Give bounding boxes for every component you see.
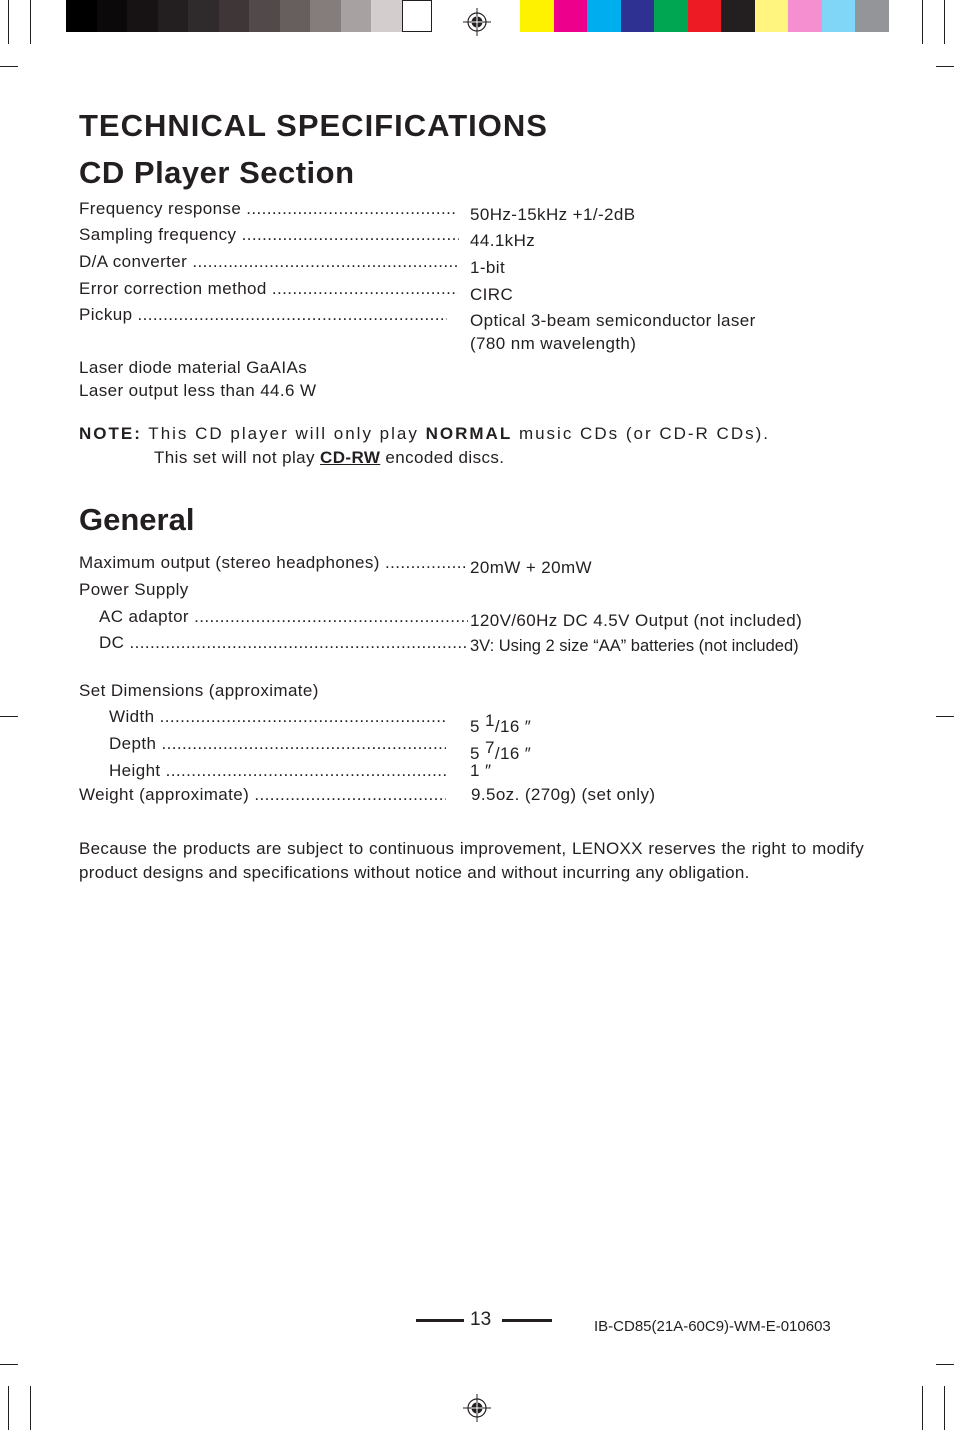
spec-row xyxy=(79,252,457,272)
cd-section-heading: CD Player Section xyxy=(79,155,355,190)
color-swatch xyxy=(158,0,189,32)
general-heading: General xyxy=(79,502,195,537)
color-swatch xyxy=(788,0,822,32)
spec-row xyxy=(99,633,468,653)
page-number-rule xyxy=(502,1319,552,1322)
color-swatch xyxy=(97,0,128,32)
dimensions-label: Set Dimensions (approximate) xyxy=(79,681,319,700)
spec-row xyxy=(109,734,446,754)
fraction-denominator: /16 ″ xyxy=(494,744,532,763)
color-swatch xyxy=(855,0,889,32)
spec-label: Pickup ..... xyxy=(79,305,447,325)
spec-label: Depth ..... xyxy=(109,734,446,754)
spec-label: Sampling frequency ..... xyxy=(79,225,459,245)
spec-value: 9.5oz. (270g) (set only) xyxy=(471,785,656,804)
color-swatch xyxy=(688,0,722,32)
note-line-2 xyxy=(79,446,864,470)
color-swatch xyxy=(66,0,97,32)
spec-label: Height ..... xyxy=(109,761,448,781)
spec-value: 1 ″ xyxy=(470,761,492,780)
color-swatch xyxy=(554,0,588,32)
spec-label: DC ..... xyxy=(99,633,468,653)
page-number: 13 xyxy=(470,1309,492,1330)
spec-value: Optical 3-beam semiconductor laser xyxy=(470,311,756,330)
spec-row xyxy=(79,785,446,805)
spec-label: Error correction method ..... xyxy=(79,279,458,299)
spec-label: Weight (approximate) ..... xyxy=(79,785,446,805)
note-text: music CDs (or CD-R CDs). xyxy=(512,424,770,443)
spec-value: 20mW + 20mW xyxy=(470,558,593,577)
spec-row xyxy=(79,305,447,325)
spec-row xyxy=(79,199,457,219)
color-swatch xyxy=(520,0,554,32)
color-swatch xyxy=(341,0,372,32)
color-swatch xyxy=(621,0,655,32)
spec-value: 1-bit xyxy=(470,258,506,277)
color-swatch xyxy=(587,0,621,32)
registration-mark-icon xyxy=(463,1394,491,1422)
note-prefix: NOTE: xyxy=(79,424,142,443)
note-block xyxy=(79,422,864,470)
laser-material: Laser diode material GaAIAs xyxy=(79,358,308,377)
spec-row xyxy=(109,707,446,727)
power-supply-label: Power Supply xyxy=(79,580,189,599)
note-text: This CD player will only play xyxy=(141,424,426,443)
spec-value: 44.1kHz xyxy=(470,231,536,250)
spec-label: Width ..... xyxy=(109,707,446,727)
color-swatch xyxy=(310,0,341,32)
note-text: encoded discs. xyxy=(380,448,505,467)
spec-value: 50Hz-15kHz +1/-2dB xyxy=(470,205,636,224)
spec-label: AC adaptor ..... xyxy=(99,607,468,627)
spec-row xyxy=(109,761,448,781)
registration-mark-icon xyxy=(463,8,491,36)
spec-row xyxy=(79,225,459,245)
color-swatch xyxy=(249,0,280,32)
fraction-whole: 5 xyxy=(470,717,485,736)
spec-label: D/A converter ..... xyxy=(79,252,457,272)
laser-output: Laser output less than 44.6 W xyxy=(79,381,317,400)
spec-value: 120V/60Hz DC 4.5V Output (not included) xyxy=(470,611,803,630)
page-number-rule xyxy=(416,1319,464,1322)
spec-value: 3V: Using 2 size “AA” batteries (not included) xyxy=(470,637,799,655)
fraction-denominator: /16 ″ xyxy=(494,717,532,736)
page-title: TECHNICAL SPECIFICATIONS xyxy=(79,108,548,143)
color-swatch xyxy=(219,0,250,32)
color-swatch xyxy=(188,0,219,32)
color-swatch xyxy=(371,0,402,32)
color-swatch xyxy=(402,0,433,32)
spec-value: CIRC xyxy=(470,285,514,304)
note-text: This set will not play xyxy=(154,448,321,467)
fraction-numerator: 7 xyxy=(484,738,495,757)
spec-row xyxy=(99,607,468,627)
color-swatch xyxy=(822,0,856,32)
note-emphasis: NORMAL xyxy=(425,424,513,443)
spec-row xyxy=(79,279,458,299)
spec-label: Maximum output (stereo headphones) ..... xyxy=(79,553,468,573)
color-swatch xyxy=(755,0,789,32)
document-code: IB-CD85(21A-60C9)-WM-E-010603 xyxy=(594,1318,831,1335)
spec-value-continued: (780 nm wavelength) xyxy=(470,334,637,353)
color-swatch xyxy=(280,0,311,32)
color-swatch xyxy=(127,0,158,32)
spec-row xyxy=(79,553,468,573)
fraction-whole: 5 xyxy=(470,744,485,763)
spec-label: Frequency response ..... xyxy=(79,199,457,219)
color-swatch xyxy=(654,0,688,32)
cd-rw-emphasis: CD-RW xyxy=(320,448,381,467)
disclaimer-paragraph: Because the products are subject to continuous improvement, LENOXX reserves the right to modify product designs and specifications without notice and without incurring any obligation. xyxy=(79,839,864,882)
color-swatch xyxy=(721,0,755,32)
width-value xyxy=(470,711,531,737)
fraction-numerator: 1 xyxy=(484,711,495,730)
